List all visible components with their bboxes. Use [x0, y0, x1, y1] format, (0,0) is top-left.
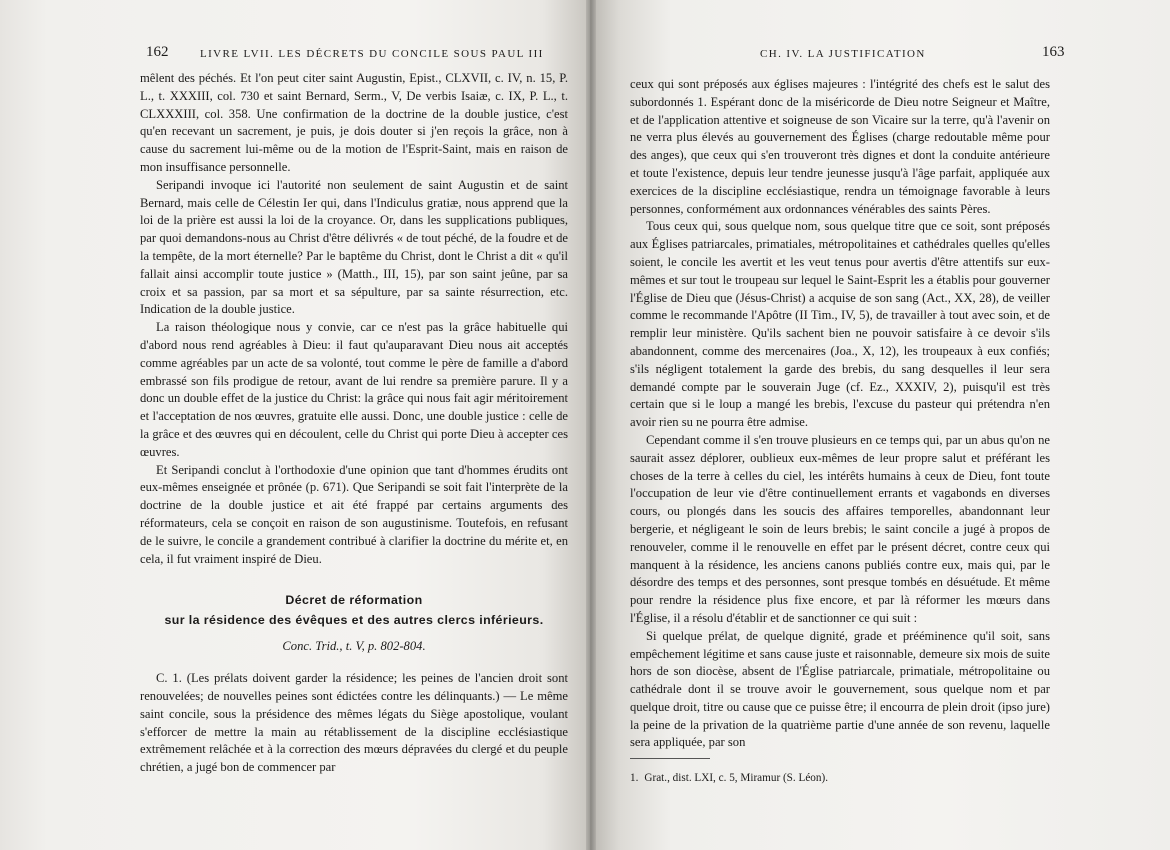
running-head-right: CH. IV. LA JUSTIFICATION: [760, 48, 926, 60]
paragraph: Seripandi invoque ici l'autorité non seulement de saint Augustin et de saint Bernard, mais celle de Célestin Ier qui, dans l'Indiculus gratiæ, nous apprend que la loi de la prière est aussi la loi de la croyance. Or, dans les supplications publiques, par quoi demandons-nous au Christ d'être délivrés « de tout péché, de la foudre et de la tempête, de la mort éternelle? Par le baptême du Christ, dont le Christ a dit « qu'il fallait ainsi accomplir toute justice » (Matth., III, 15), par son saint jeûne, par sa croix et sa passion, par sa mort et sa sépulture, par sa sainte résurrection, etc. Indication de la double justice.: [140, 177, 568, 317]
paragraph: Cependant comme il s'en trouve plusieurs en ce temps qui, par un abus qu'on ne saurait assez déplorer, oublieux eux-mêmes de leur propre salut et préférant les choses de la terre à celles du ciel, les intérêts humains à ceux de Dieu, font toute l'occupation de leur vie d'être continuellement errants et vagabonds en diverses cours, ou plongés dans les soucis des affaires temporelles, abandonnant leur bergerie, et négligeant le soin de leurs brebis; le saint concile a jugé à propos de renouveler, comme il le renouvelle en effet par le présent décret, contre ceux qui manquent à la résidence, les anciens canons publiés contre eux, mais qui, par le désordre des temps et des personnes, sont presque tombés en désuétude. Et même pour rendre la résidence plus fixe encore, et par là réformer les mœurs dans l'Église, il a résolu d'établir et de sanctionner ce qui suit :: [630, 432, 1050, 625]
paragraph: Si quelque prélat, de quelque dignité, grade et prééminence qu'il soit, sans empêchement légitime et sans cause juste et raisonnable, demeure six mois de suite hors de son diocèse, absent de l'Église patriarcale, primatiale, métropolitaine ou cathédrale dont il se trouve avoir le gouvernement, sous quelque nom et par quelque droit, titre ou cause que ce puisse être; il encourra de plein droit (ipso jure) la peine de la privation de la quatrième partie d'une année de son revenu, laquelle sera appliquée, par son: [630, 628, 1051, 750]
right-page-body: [630, 76, 1050, 752]
paragraph: Tous ceux qui, sous quelque nom, sous quelque titre que ce soit, sont préposés aux Églises patriarcales, primatiales, métropolitaines et cathédrales quelles qu'elles soient, le concile les avertit et les veut tenus pour avertis d'être attentifs sur eux-mêmes et sur tout le troupeau sur lequel le Saint-Esprit les a établis pour gouverner l'Église de Dieu que (Jésus-Christ) a acquise de son sang (Act., XX, 28), de veiller comme le recommande l'Apôtre (II Tim., IV, 5), de travailler à tout avec soin, et de remplir leur ministère. Qu'ils sachent bien ne pouvoir satisfaire à ce devoir s'ils abandonnent, comme des mercenaires (Joa., X, 12), les troupeaux à eux confiés; s'ils négligent totalement la garde des brebis, du sang desquelles il leur sera demandé compte par le souverain Juge (cf. Ez., XXXIV, 2), puisqu'il est très certain que si le loup a mangé les brebis, l'excuse du pasteur qui prétendra n'en avoir rien su ne pourra être admise.: [630, 219, 1050, 430]
book-gutter: [586, 0, 596, 850]
paragraph: mêlent des péchés. Et l'on peut citer saint Augustin, Epist., CLXVII, c. IV, n. 15, P. L., t. XXXIII, col. 730 et saint Bernard, Serm., V, De verbis Isaiæ, c. IX, P. L., t. CLXXXIII, col. 358. Une confirmation de la doctrine de la double justice, c'est qu'en recevant un sacrement, je puis, je dois douter si j'en reçois la grâce, non à cause du sacrement lui-même ou de la motion de l'Esprit-Saint, mais en raison de mon insuffisance personnelle.: [140, 71, 568, 174]
page-number-left: 162: [146, 44, 169, 60]
footnote-number: 1.: [630, 772, 639, 784]
left-page-body: [140, 70, 568, 777]
footnote: [630, 772, 1050, 784]
right-page: [590, 0, 1170, 850]
decree-title-line-1: Décret de réformation: [285, 593, 423, 608]
running-head-left: LIVRE LVII. LES DÉCRETS DU CONCILE SOUS PAUL III: [200, 48, 544, 60]
decree-source: Conc. Trid., t. V, p. 802-804.: [282, 639, 426, 654]
page-number-right: 163: [1042, 44, 1065, 60]
paragraph: La raison théologique nous y convie, car ce n'est pas la grâce habituelle qui d'abord nous rend agréables à Dieu: il faut qu'auparavant Dieu nous ait acceptés comme agréables par un acte de sa volonté, tout comme le père de famille a d'abord embrassé son fils prodigue de retour, avant de lui rendre sa première parure. Il y a donc un double effet de la justice du Christ: la grâce qui nous fait agir méritoirement et l'acceptation de nos œuvres, gratuite elle aussi. Donc, une double justice : celle de la grâce et des œuvres qui en découlent, celle du Christ qui porte Dieu à accepter ces œuvres.: [140, 320, 568, 459]
decree-heading: [140, 590, 568, 630]
footnote-text: Grat., dist. LXI, c. 5, Miramur (S. Léon).: [644, 772, 829, 784]
canon-paragraph: C. 1. (Les prélats doivent garder la résidence; les peines de l'ancien droit sont renouvelées; de nouvelles peines sont édictées contre les délinquants.) — Le même saint concile, sous la présidence des mêmes légats du Siège apostolique, voulant s'efforcer de mettre la main au rétablissement de la discipline ecclésiastique extrêmement relâchée et à la correction des mœurs dépravées du clergé et du peuple chrétien, a jugé bon de commencer par: [140, 671, 568, 775]
paragraph: ceux qui sont préposés aux églises majeures : l'intégrité des chefs est le salut des subordonnés 1. Espérant donc de la miséricorde de Dieu notre Seigneur et Maître, et de l'application attentive et soigneuse de son Vicaire sur la terre, qu'à l'avenir on ne verra plus élevés au gouvernement des Églises (charge redoutable même pour des anges), que ceux qui s'en trouveront très dignes et dont la conduite antérieure et toute l'existence, depuis leur tendre jeunesse jusqu'à l'âge parfait, appliquée aux exercices de la discipline ecclésiastique, rendra un témoignage favorable à leurs personnes, conformément aux ordonnances vénérables des saints Pères.: [630, 77, 1050, 216]
decree-title-line-2: sur la résidence des évêques et des autres clercs inférieurs.: [164, 613, 544, 628]
footnote-rule: [630, 758, 710, 759]
paragraph: Et Seripandi conclut à l'orthodoxie d'une opinion que tant d'hommes érudits ont eux-mêmes enseignée et prônée (p. 671). Que Seripandi se soit fait l'interprète de la doctrine de la double justice et ait été frappé par certains arguments des réformateurs, cela se conçoit en raison de son augustinisme. Toutefois, en refusant de le suivre, le concile a grandement contribué à clarifier la doctrine du mérite et, en cela, il fut vraiment inspiré de Dieu.: [140, 462, 568, 566]
